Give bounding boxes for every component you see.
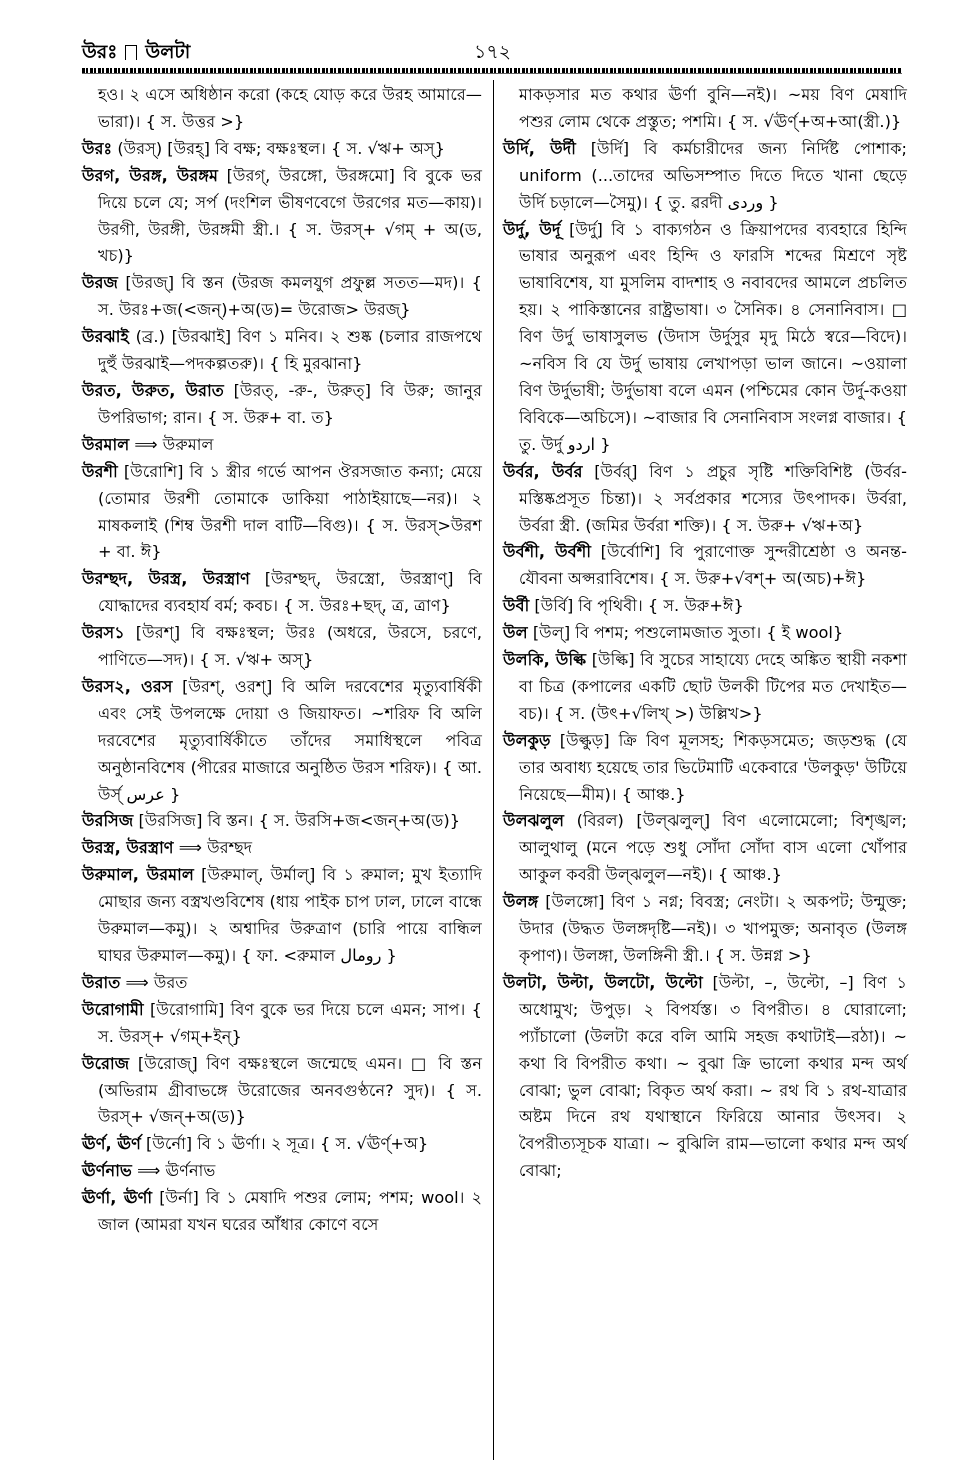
- headword: উর্বর, উর্বর: [503, 461, 583, 481]
- definition-text: [উরজ্] বি স্তন (উরজ কমলযুগ প্রফুল্ল সতত—মদ)। { স. উরঃ+জ(<জন্)+অ(ড)= উরোজ> উরজ্}: [98, 273, 482, 320]
- dictionary-entry: [82, 1131, 482, 1158]
- definition-text: [উরশ্, ওরশ্] বি অলি দরবেশের মৃত্যুবার্ষিকী এবং সেই উপলক্ষে দোয়া ও জিয়াফত। ~শরিফ বি অলি দরবেশের মৃত্যুবার্ষিকীতে তাঁদের সমাধিস্থলে পবিত্র অনুষ্ঠানবিশেষ (পীরের মাজারে অনুষ্ঠিত উরস শরিফ)। { আ. উর্স্ عرس }: [98, 676, 483, 804]
- definition-text: [উর্বর্] বিণ ১ প্রচুর সৃষ্টি শক্তিবিশিষ্ট (উর্বর-মস্তিষ্কপ্রসূত চিন্তা)। ২ সর্বপ্রকার শস্যের উৎপাদক। উর্বরা, উর্বরা স্ত্রী. (জমির উর্বরা শক্তি)। { স. উরু+ √ঋ+অ}: [519, 461, 907, 535]
- dictionary-entry: [503, 620, 907, 647]
- dictionary-entry: [82, 378, 482, 432]
- definition-text: [উল্কুড়] ক্রি বিণ মূলসহ; শিকড়সমেত; জড়শুদ্ধ (যে তার অবাধ্য হয়েছে তার ভিটেমাটি একেবারে 'উলকুড়' উটিয়ে নিয়েছে—মীম)। { আঞ্চ.}: [519, 730, 907, 804]
- definition-text: [উল্টা, –, উল্টো, –] বিণ ১ অধোমুখ; উপুড়। ২ বিপর্যস্ত। ৩ বিপরীত। ৪ ঘোরালো; প্যাঁচালো (উলটা করে বলি আমি সহজ কথাটাই—রঠা)। ~ কথা বি বিপরীত কথা। ~ বুঝা ক্রি ভালো কথার মন্দ অর্থ বোঝা; ভুল বোঝা; বিকৃত অর্থ করা। ~ রথ বি ১ রথ-যাত্রার অষ্টম দিনে রথ যথাস্থানে ফিরিয়ে আনার উৎসব। ২ বৈপরীত্যসূচক যাত্রা। ~ বুঝিলি রাম—ভালো কথার মন্দ অর্থ বোঝা;: [519, 972, 908, 1181]
- headword: উরাত: [82, 972, 121, 992]
- definition-text: [উরগ্, উরঙ্গো, উরঙ্গমো] বি বুকে ভর দিয়ে চলে যে; সর্প (দংশিল ভীষণবেগে উরগের মত—কায়)। উরগী, উরঙ্গী, উরঙ্গমী স্ত্রী.। { স. উরস্+ √গম্ + অ(ড, খচ)}: [98, 165, 482, 266]
- dictionary-entry: [503, 970, 907, 1185]
- headword: ঊর্ণা, ঊর্ণা: [82, 1188, 153, 1208]
- headword: উরস্ত্র, উরস্ত্রাণ: [82, 838, 174, 858]
- definition-text: ⟹ উরত: [125, 972, 188, 992]
- dictionary-entry: [82, 862, 482, 970]
- dictionary-entry: [503, 459, 907, 540]
- dictionary-entry: [82, 459, 482, 567]
- page-number: ১৭২: [474, 41, 512, 63]
- definition-text: [উর্নো] বি ১ ঊর্ণা। ২ সূত্র। { স. √ঊর্ণ্+অ}: [146, 1134, 429, 1154]
- headword: উর্বী: [503, 596, 530, 616]
- definition-text: [উর্না] বি ১ মেষাদি পশুর লোম; পশম; wool। ২ জাল (আমরা যখন ঘরের আঁধার কোণে বসে: [98, 1188, 482, 1235]
- definition-text: [উল্কি] বি সুচের সাহায্যে দেহে অঙ্কিত স্থায়ী নকশা বা চিত্র (কপালের একটি ছোট উলকী টিপের মত দেখাইত—বচ)। { স. (উৎ+√লিখ্ >) উল্লিখ>}: [519, 650, 907, 723]
- definition-text: [উরশ্ছদ্, উরস্ত্রো, উরস্ত্রাণ্] বি যোদ্ধাদের ব্যবহার্য বর্ম; কবচ। { স. উরঃ+ছদ্, ত্র, ত্রাণ}: [98, 569, 482, 616]
- dictionary-entry: [82, 136, 482, 163]
- dictionary-entry: [503, 217, 907, 459]
- dictionary-entry: [503, 889, 907, 970]
- dictionary-entry: [82, 620, 482, 674]
- header-rule-line: [82, 73, 902, 74]
- definition-text: (ব্র.) [উরঝাই] বিণ ১ মনিব। ২ শুষ্ক (চলার রাজপথে দুহুঁ উরঝাই—পদকল্পতরু)। { হি মুরঝানা}: [98, 327, 482, 374]
- headword: উর্দি, উর্দী: [503, 138, 576, 158]
- headword: উরোজ: [82, 1053, 130, 1073]
- headword: উরঝাই: [82, 327, 129, 347]
- dictionary-entry: [82, 566, 482, 620]
- headword: উরজ: [82, 273, 118, 293]
- headword: ঊর্ণ, ঊর্ণ: [82, 1134, 141, 1154]
- headword: উরত, উরুত, উরাত: [82, 380, 224, 400]
- right-guide-word: উলটা: [145, 41, 191, 63]
- dictionary-entry: [82, 324, 482, 378]
- dictionary-entry: [82, 1185, 482, 1239]
- definition-text: [উর্দি] বি কর্মচারীদের জন্য নির্দিষ্ট পোশাক; uniform (...তাদের অভিসম্পাত দিতে দিতে খানা ছেড়ে উর্দি চড়ালে—সৈমু)। { তু. ৱরদী وردی }: [519, 138, 907, 212]
- headword: উরসিজ: [82, 811, 134, 831]
- headword: উলটা, উল্টা, উলটো, উল্টো: [503, 972, 703, 992]
- page-header: [82, 36, 902, 66]
- dictionary-entry: [82, 674, 482, 809]
- definition-text: মাকড়সার মত কথার ঊর্ণা বুনি—নই)। ~ময় বিণ মেষাদি পশুর লোম থেকে প্রস্তুত; পশমি। { স. √ঊর্ণ্+অ+আ(স্ত্রী.)}: [519, 85, 907, 131]
- separator-box-icon: [125, 45, 137, 60]
- headword: উরস১: [82, 623, 125, 643]
- headword: উরঃ: [82, 138, 113, 158]
- definition-text: [উরসিজ] বি স্তন। { স. উরসি+জ<জন্+অ(ড)}: [138, 811, 461, 831]
- definition-text: [উরুমাল্, উর্মাল্] বি ১ রুমাল; মুখ ইত্যাদি মোছার জন্য বস্ত্রখণ্ডবিশেষ (ধায় পাইক চাপ ঢাল, ঢালে বান্ধে উরুমাল—কমু)। ২ অশ্বাদির উরুত্রাণ (চারি পায়ে বান্ধিল ঘাঘর উরুমাল—কমু)। { ফা. <রুমাল رومال }: [98, 865, 482, 965]
- guide-words: [82, 38, 190, 70]
- dictionary-entry: [503, 82, 907, 136]
- dictionary-entry: [82, 270, 482, 324]
- definition-text: [উরোজ্] বিণ বক্ষঃস্থলে জন্মেছে এমন। □ বি স্তন (অভিরাম গ্রীবাভঙ্গে উরোজের অনবগুণ্ঠনে? সুদ)। { স. উরস্+ √জন্+অ(ড)}: [98, 1053, 482, 1127]
- definition-text: (বিরল) [উল্ঝলুল্] বিণ এলোমেলো; বিশৃঙ্খল; আলুথালু (মনে পড়ে শুধু সোঁদা সোঁদা বাস এলো খোঁপার আকুল কবরী উল্ঝলুল—নই)। { আঞ্চ.}: [519, 811, 907, 885]
- definition-text: হও। ২ এসে অধিষ্ঠান করো (কহে যোড় করে উরহ আমারে—ভারা)। { স. উত্তর >}: [98, 85, 482, 131]
- headword: উরোগামী: [82, 999, 144, 1019]
- definition-text: [উরশ্] বি বক্ষঃস্থল; উরঃ (অধরে, উরসে, চরণে, পাণিতে—সদ)। { স. √ঋ+ অস্}: [98, 623, 482, 670]
- dictionary-entry: [82, 970, 482, 997]
- headword: উরশী: [82, 461, 118, 481]
- dictionary-entry: [82, 835, 482, 862]
- headword: উরুমাল, উরমাল: [82, 865, 194, 885]
- dictionary-entry: [82, 432, 482, 459]
- headword: ঊর্ণনাভ: [82, 1161, 132, 1181]
- dictionary-entry: [503, 539, 907, 593]
- headword: উর্বশী, উর্বশী: [503, 542, 591, 562]
- headword: উর্দু, উর্দূ: [503, 219, 561, 239]
- left-column: [82, 82, 482, 1239]
- headword: উলকি, উল্কি: [503, 650, 587, 670]
- definition-text: [উরোশি] বি ১ স্ত্রীর গর্ভে আপন ঔরসজাত কন্যা; মেয়ে (তোমার উরশী তোমাকে ডাকিয়া পাঠাইয়াছে—নর)। ২ মাষকলাই (শিম্ব উরশী দাল বাটি—বিগু)। { স. উরস্>উরশ + বা. ঈ}: [98, 461, 482, 562]
- column-divider: [493, 80, 494, 1460]
- dictionary-entry: [503, 647, 907, 728]
- headword: উল: [503, 623, 528, 643]
- definition-text: [উল্] বি পশম; পশুলোমজাত সুতা। { ই wool}: [532, 623, 844, 643]
- dictionary-entry: [82, 1158, 482, 1185]
- definition-text: (উরস্) [উরহ্] বি বক্ষ; বক্ষঃস্থল। { স. √ঋ+ অস্}: [117, 138, 445, 158]
- definition-text: [উর্বোশি] বি পুরাণোক্ত সুন্দরীশ্রেষ্ঠা ও অনন্ত-যৌবনা অপ্সরাবিশেষ। { স. উরু+√বশ্+ অ(অচ)+ঈ}: [519, 542, 907, 589]
- dictionary-entry: [503, 136, 907, 217]
- headword: উরমাল: [82, 434, 130, 454]
- dictionary-entry: [503, 593, 907, 620]
- dictionary-entry: [82, 997, 482, 1051]
- headword: উলঙ্গ: [503, 892, 539, 912]
- headword: উরশ্ছদ, উরস্ত্র, উরস্ত্রাণ: [82, 569, 250, 589]
- headword: উলকুড়: [503, 730, 551, 750]
- definition-text: [উর্বি] বি পৃথিবী। { স. উরু+ঈ}: [534, 596, 744, 616]
- definition-text: ⟹ উরশ্ছদ: [178, 838, 253, 858]
- definition-text: [উলঙ্গো] বিণ ১ নগ্ন; বিবস্ত্র; নেংটা। ২ অকপট; উন্মুক্ত; উদার (উদ্ধত উলঙ্গদৃষ্টি—নই)। ৩ খাপমুক্ত; অনাবৃত (উলঙ্গ কৃপাণ)। উলঙ্গা, উলঙ্গিনী স্ত্রী.। { স. উন্নগ্ন >}: [519, 892, 907, 965]
- definition-text: ⟹ ঊর্ণনাভ: [137, 1161, 216, 1181]
- dictionary-entry: [82, 1051, 482, 1132]
- right-column: [503, 82, 907, 1185]
- definition-text: [উরোগামি] বিণ বুকে ভর দিয়ে চলে এমন; সাপ। { স. উরস্+ √গম্+ইন্}: [98, 999, 482, 1046]
- left-guide-word: উরঃ: [82, 41, 118, 63]
- dictionary-entry: [503, 808, 907, 889]
- headword: উরগ, উরঙ্গ, উরঙ্গম: [82, 165, 219, 185]
- headword: উলঝলুল: [503, 811, 565, 831]
- headword: উরস২, ওরস: [82, 676, 173, 696]
- dictionary-entry: [82, 163, 482, 271]
- dictionary-entry: [82, 808, 482, 835]
- dictionary-entry: [82, 82, 482, 136]
- definition-text: [উরত্, -রু-, উরুত্] বি উরু; জানুর উপরিভাগ; রান। { স. উরু+ বা. ত}: [98, 380, 482, 427]
- definition-text: ⟹ উরুমাল: [134, 434, 214, 454]
- dictionary-entry: [503, 728, 907, 809]
- definition-text: [উর্দু] বি ১ বাক্যগঠন ও ক্রিয়াপদের ব্যবহারে হিন্দি ভাষার অনুরূপ এবং হিন্দি ও ফারসি শব্দের মিশ্রণে সৃষ্ট ভাষাবিশেষ, যা মুসলিম বাদশাহ ও নবাবদের আমলে প্রচলিত হয়। ২ পাকিস্তানের রাষ্ট্রভাষা। ৩ সৈনিক। ৪ সেনানিবাস। □ বিণ উর্দু ভাষাসুলভ (উদাস উর্দুসুর মৃদু মিঠে স্বরে—বিদে)। ~নবিস বি যে উর্দু ভাষায় লেখাপড়া ভাল জানে। ~ওয়ালা বিণ উর্দুভাষী; উর্দুভাষা বলে এমন (পশ্চিমের কোন উর্দু-কওয়া বিবিকে—অচিসে)। ~বাজার বি সেনানিবাস সংলগ্ন বাজার। { তু. উর্দু اردو }: [519, 219, 907, 454]
